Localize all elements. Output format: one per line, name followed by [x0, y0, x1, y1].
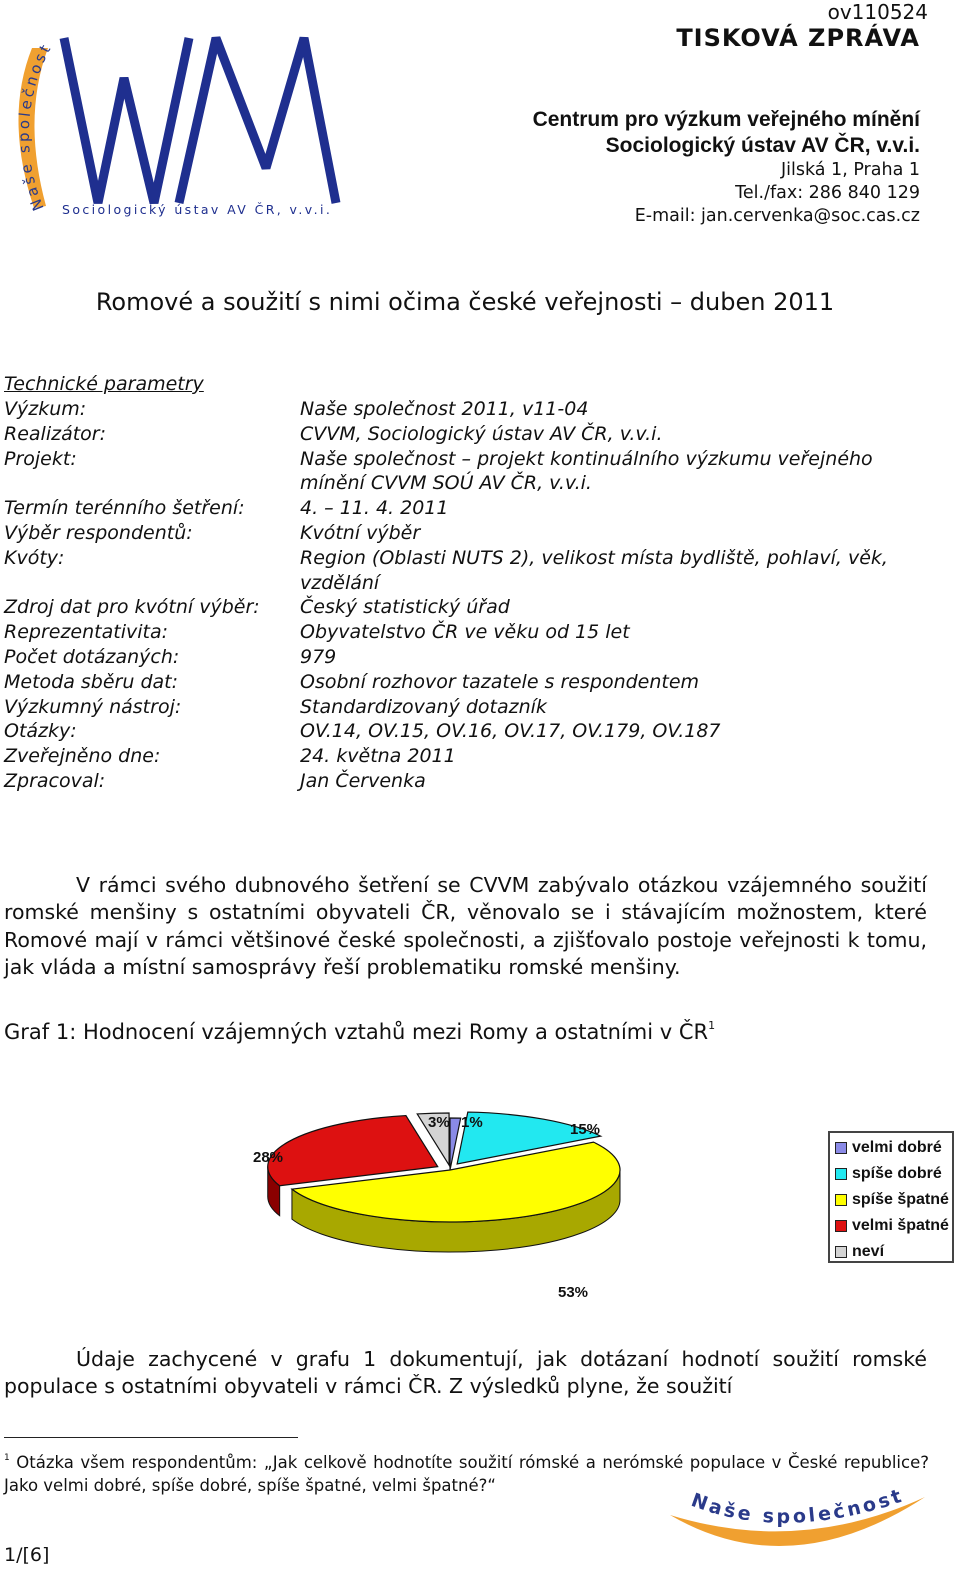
document-id: ov110524: [827, 0, 928, 24]
param-value: OV.14, OV.15, OV.16, OV.17, OV.179, OV.187: [300, 720, 721, 743]
legend-item: [830, 1161, 952, 1187]
param-value: Osobní rozhovor tazatele s respondentem: [300, 670, 700, 693]
legend-swatch: [835, 1168, 847, 1180]
pie-data-label: 1%: [461, 1114, 483, 1131]
org-email[interactable]: E-mail: jan.cervenka@soc.cas.cz: [634, 206, 920, 226]
param-value: 24. května 2011: [300, 745, 456, 768]
param-key: Zpracoval:: [4, 769, 106, 792]
param-value: Jan Červenka: [300, 769, 426, 792]
param-row: [4, 769, 934, 794]
pie-data-label: 53%: [558, 1284, 589, 1301]
org-phone: Tel./fax: 286 840 129: [735, 183, 920, 203]
param-value: Naše společnost – projekt kontinuálního výzkumu veřejného mínění CVVM SOÚ AV ČR, v.v.i.: [300, 447, 873, 495]
page-number: 1/[6]: [4, 1544, 50, 1566]
footnote-text: Otázka všem respondentům: „Jak celkově hodnotíte soužití rómské a nerómské populace v České republice? Jako velmi dobré, spíše dobré, spíše špatné, velmi špatné?“: [4, 1453, 930, 1495]
legend-label: velmi dobré: [852, 1139, 942, 1156]
legend-item: [830, 1239, 952, 1265]
param-key: Výzkumný nástroj:: [4, 695, 182, 718]
param-row: [4, 422, 934, 447]
param-row: [4, 620, 934, 645]
param-row: [4, 744, 934, 769]
logo-m-shape: [179, 38, 336, 203]
param-key: Kvóty:: [4, 546, 65, 569]
logo-base-text: Sociologický ústav AV ČR, v.v.i.: [62, 202, 333, 217]
param-row: [4, 670, 934, 695]
pie-data-label: 28%: [253, 1149, 284, 1166]
legend-item: [830, 1135, 952, 1161]
param-value: 979: [300, 645, 337, 668]
param-key: Výběr respondentů:: [4, 521, 193, 544]
param-value: Český statistický úřad: [300, 596, 510, 619]
intro-paragraph: V rámci svého dubnového šetření se CVVM zabývalo otázkou vzájemného soužití romské menšiny s ostatními obyvateli ČR, věnovalo se i stávajícím možnostem, které Romové mají v rámci většinové české společnosti, a zjišťovalo postoje veřejnosti k tomu, jak vláda a místní samosprávy řeší problematiku romské menšiny.: [4, 873, 927, 979]
nase-spolecnost-logo: [650, 1475, 930, 1567]
organization-block: [533, 107, 920, 228]
param-row: [4, 546, 934, 596]
param-value: Obyvatelstvo ČR ve věku od 15 let: [300, 621, 630, 644]
legend-label: spíše špatné: [852, 1191, 949, 1208]
param-key: Reprezentativita:: [4, 621, 168, 644]
param-key: Projekt:: [4, 447, 77, 470]
footnote-mark: 1: [4, 1453, 10, 1463]
pie-data-label: 3%: [428, 1114, 450, 1131]
param-key: Počet dotázaných:: [4, 645, 180, 668]
param-value: Standardizovaný dotazník: [300, 695, 547, 718]
legend-swatch: [835, 1220, 847, 1232]
params-table: [4, 397, 934, 794]
graph-title: [4, 1019, 715, 1044]
param-value: Kvótní výběr: [300, 521, 421, 544]
param-value: 4. – 11. 4. 2011: [300, 497, 449, 520]
body-paragraph: Údaje zachycené v grafu 1 dokumentují, jak dotázaní hodnotí soužití romské populace s ostatními obyvateli v rámci ČR. Z výsledků plyne, že soužití: [4, 1347, 927, 1399]
param-row: [4, 496, 934, 521]
param-key: Termín terénního šetření:: [4, 497, 245, 520]
legend-swatch: [835, 1142, 847, 1154]
legend-item: [830, 1213, 952, 1239]
graph-title-text: Graf 1: Hodnocení vzájemných vztahů mezi Romy a ostatními v ČR: [4, 1020, 709, 1044]
footnote-ref[interactable]: 1: [708, 1019, 716, 1032]
legend-swatch: [835, 1194, 847, 1206]
chart-legend: [828, 1131, 954, 1263]
cvvm-logo: [4, 18, 344, 223]
param-value: Region (Oblasti NUTS 2), velikost místa bydliště, pohlaví, věk, vzdělání: [300, 546, 888, 594]
param-row: [4, 645, 934, 670]
org-institute: Sociologický ústav AV ČR, v.v.i.: [605, 134, 920, 157]
org-name: Centrum pro výzkum veřejného mínění: [532, 108, 920, 131]
param-row: [4, 397, 934, 422]
footer-logo-text: Naše společnost: [688, 1484, 907, 1528]
legend-label: spíše dobré: [852, 1165, 942, 1182]
param-row: [4, 695, 934, 720]
document-title: Romové a soužití s nimi očima české veřejnosti – duben 2011: [95, 288, 835, 316]
param-row: [4, 595, 934, 620]
param-row: [4, 521, 934, 546]
legend-item: [830, 1187, 952, 1213]
technical-parameters: [4, 372, 934, 794]
param-key: Zveřejněno dne:: [4, 745, 161, 768]
param-key: Realizátor:: [4, 422, 106, 445]
param-key: Metoda sběru dat:: [4, 670, 178, 693]
param-row: [4, 719, 934, 744]
param-value: Naše společnost 2011, v11-04: [300, 398, 589, 420]
footnote-separator: [4, 1437, 298, 1438]
params-heading: Technické parametry: [4, 373, 204, 395]
param-key: Zdroj dat pro kvótní výběr:: [4, 596, 260, 619]
pie-data-label: 15%: [570, 1121, 601, 1138]
logo-arc-text: Naše společnost: [14, 39, 56, 214]
param-key: Výzkum:: [4, 398, 87, 420]
press-release-heading: TISKOVÁ ZPRÁVA: [676, 24, 920, 52]
param-row: [4, 447, 934, 497]
legend-swatch: [835, 1246, 847, 1258]
org-address: Jilská 1, Praha 1: [780, 160, 920, 180]
param-value: CVVM, Sociologický ústav AV ČR, v.v.i.: [300, 422, 663, 445]
legend-label: neví: [852, 1243, 885, 1260]
legend-label: velmi špatné: [852, 1217, 949, 1234]
logo-w-shape: [64, 38, 189, 203]
param-key: Otázky:: [4, 720, 77, 743]
